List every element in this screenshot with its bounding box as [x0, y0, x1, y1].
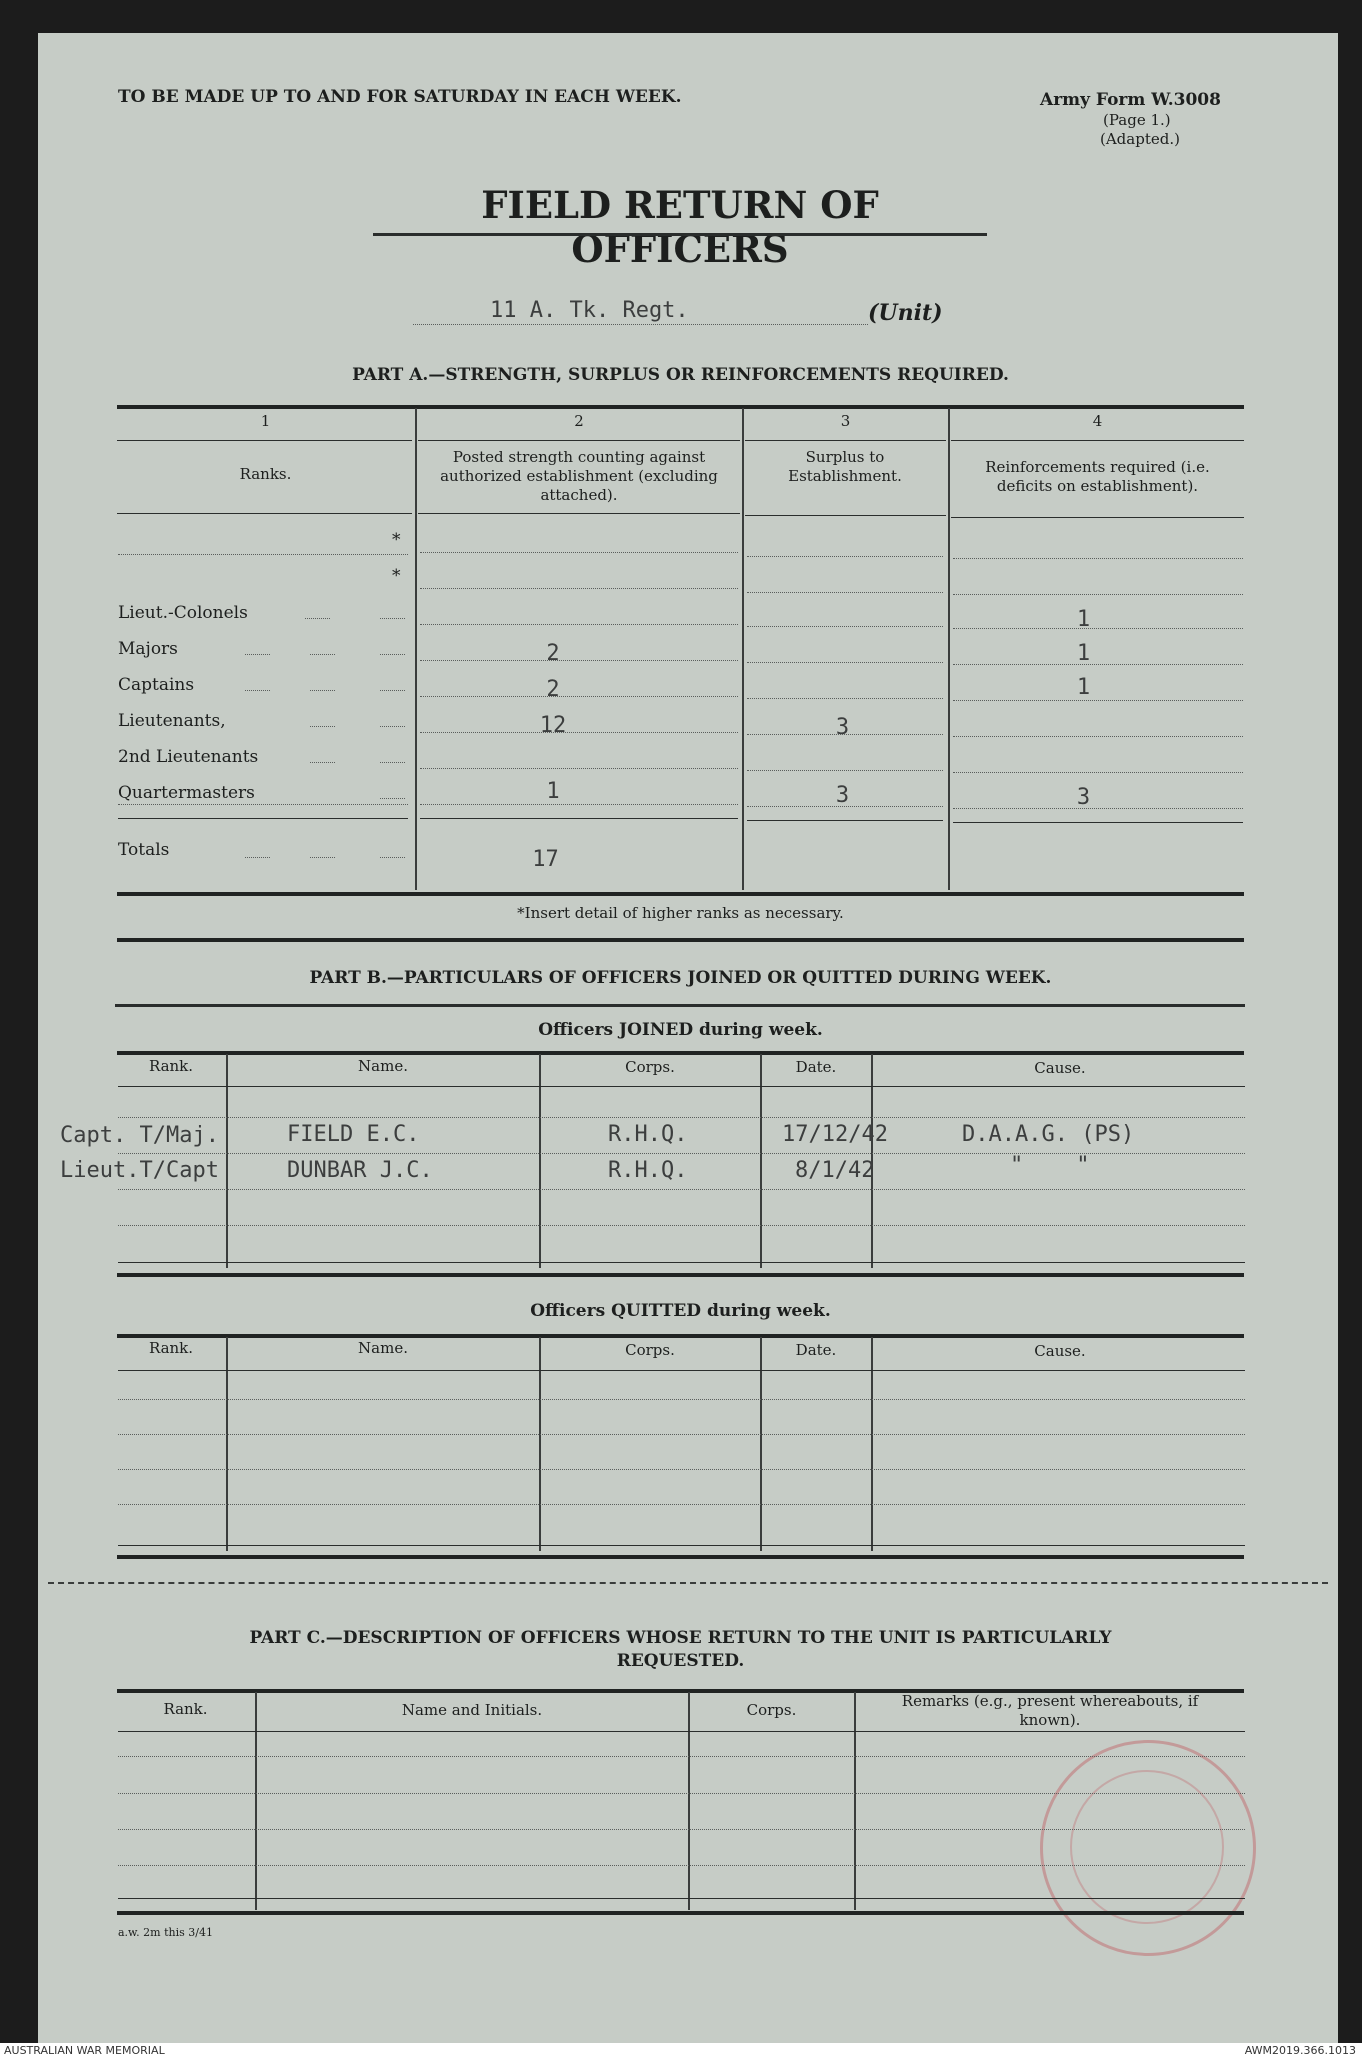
part-c-col-rank: Rank.: [163, 1700, 208, 1718]
joined-top-rule: [117, 1051, 1244, 1055]
reinforcements-value: 1: [1076, 607, 1091, 632]
form-number: Army Form W.3008: [1040, 90, 1221, 110]
title-underline: [373, 233, 987, 236]
col-number-rule-4: [951, 440, 1244, 441]
joined-cause-ditto: " ": [1010, 1153, 1090, 1178]
header-bottom-rule-2: [418, 513, 740, 514]
unit-dotted-line: [413, 324, 868, 325]
reinforcements-value: 3: [1076, 785, 1091, 810]
quitted-col-corps: Corps.: [625, 1341, 675, 1359]
col-number-rule-3: [745, 440, 946, 441]
part-a-col-divider-2: [742, 408, 744, 890]
col-number-rule-2: [418, 440, 740, 441]
col-number-1: 1: [260, 412, 271, 430]
part-b-top-rule: [117, 938, 1244, 942]
unit-value: 11 A. Tk. Regt.: [490, 298, 689, 323]
col-number-4: 4: [1092, 412, 1103, 430]
perforation-line: [48, 1582, 1328, 1584]
quitted-title: Officers QUITTED during week.: [530, 1301, 831, 1321]
rank-label: Lieutenants,: [118, 711, 226, 731]
quitted-col-rank: Rank.: [148, 1339, 194, 1357]
header-bottom-rule-3: [745, 515, 946, 516]
joined-cause: D.A.A.G. (PS): [962, 1122, 1135, 1147]
part-c-heading-line2: REQUESTED.: [616, 1651, 745, 1671]
instruction-text: TO BE MADE UP TO AND FOR SATURDAY IN EACH WEEK.: [118, 87, 682, 107]
quitted-bottom-rule: [117, 1555, 1244, 1559]
archive-footer: [0, 2043, 1362, 2061]
unit-label: (Unit): [868, 300, 943, 326]
col-header-reinforcements: Reinforcements required (i.e. deficits on establishment).: [985, 458, 1210, 495]
quitted-col-name: Name.: [358, 1339, 408, 1357]
col-header-surplus: Surplus to Establishment.: [788, 448, 902, 485]
quitted-top-rule: [117, 1334, 1244, 1338]
part-c-col-corps: Corps.: [746, 1701, 797, 1719]
part-c-bottom-rule: [117, 1911, 1244, 1915]
archive-name: AUSTRALIAN WAR MEMORIAL: [4, 2044, 165, 2057]
part-b-heading-rule: [115, 1004, 1245, 1007]
posted-value: 2: [546, 677, 560, 702]
part-c-col-name: Name and Initials.: [401, 1701, 543, 1719]
reinforcements-value: 1: [1076, 675, 1091, 700]
joined-bottom-rule: [117, 1273, 1244, 1277]
part-a-bottom-rule: [117, 892, 1244, 896]
surplus-value: 3: [835, 783, 850, 808]
reinforcements-value: 1: [1076, 641, 1091, 666]
totals-posted-value: 17: [532, 847, 559, 872]
rank-label: Quartermasters: [118, 783, 255, 803]
joined-col-date: Date.: [795, 1058, 837, 1076]
joined-corps: R.H.Q.: [608, 1158, 688, 1183]
rank-label: Captains: [118, 675, 195, 695]
joined-col-cause: Cause.: [1034, 1059, 1086, 1077]
joined-date: 8/1/42: [795, 1158, 875, 1183]
part-a-col-divider-3: [948, 408, 950, 890]
totals-label: Totals: [118, 840, 170, 860]
part-a-heading: PART A.—STRENGTH, SURPLUS OR REINFORCEMENTS REQUIRED.: [352, 365, 1009, 385]
posted-value: 2: [546, 641, 560, 666]
joined-rank: Lieut.T/Capt: [60, 1158, 219, 1183]
joined-title: Officers JOINED during week.: [538, 1020, 823, 1040]
asterisk-1: *: [392, 530, 401, 550]
posted-value: 1: [546, 779, 560, 804]
header-bottom-rule-1: [117, 513, 412, 514]
rank-label: Lieut.-Colonels: [118, 603, 248, 623]
header-bottom-rule-4: [951, 517, 1244, 518]
part-a-top-rule: [117, 405, 1244, 409]
quitted-col-date: Date.: [795, 1341, 837, 1359]
col-header-posted: Posted strength counting against authorized establishment (excluding attached).: [440, 448, 718, 504]
col-header-ranks: Ranks.: [239, 465, 292, 483]
surplus-value: 3: [835, 715, 850, 740]
part-b-heading: PART B.—PARTICULARS OF OFFICERS JOINED OR QUITTED DURING WEEK.: [309, 968, 1052, 988]
col-number-rule-1: [117, 440, 412, 441]
joined-date: 17/12/42: [782, 1122, 888, 1147]
adapted-note: (Adapted.): [1100, 130, 1180, 148]
part-c-col-remarks: Remarks (e.g., present whereabouts, if known).: [901, 1692, 1199, 1729]
part-a-col-divider-1: [415, 408, 417, 890]
page-title: FIELD RETURN OF OFFICERS: [481, 183, 879, 271]
joined-col-corps: Corps.: [625, 1058, 675, 1076]
posted-value: 12: [539, 713, 567, 738]
asterisk-2: *: [392, 566, 401, 586]
joined-corps: R.H.Q.: [608, 1122, 688, 1147]
printer-note: a.w. 2m this 3/41: [118, 1926, 213, 1939]
rank-label: 2nd Lieutenants: [118, 747, 259, 767]
joined-col-name: Name.: [358, 1057, 408, 1075]
col-number-3: 3: [840, 412, 851, 430]
joined-name: DUNBAR J.C.: [287, 1158, 433, 1183]
joined-rank: Capt. T/Maj.: [60, 1123, 219, 1148]
part-a-footnote: *Insert detail of higher ranks as necessary.: [517, 904, 844, 922]
accession-number: AWM2019.366.1013: [1244, 2044, 1356, 2057]
page-number: (Page 1.): [1103, 111, 1171, 129]
rank-label: Majors: [118, 639, 178, 659]
quitted-col-cause: Cause.: [1034, 1342, 1086, 1360]
joined-col-rank: Rank.: [148, 1057, 194, 1075]
part-c-heading-line1: PART C.—DESCRIPTION OF OFFICERS WHOSE RETURN TO THE UNIT IS PARTICULARLY: [249, 1628, 1112, 1648]
joined-name: FIELD E.C.: [287, 1122, 420, 1147]
col-number-2: 2: [574, 412, 584, 430]
